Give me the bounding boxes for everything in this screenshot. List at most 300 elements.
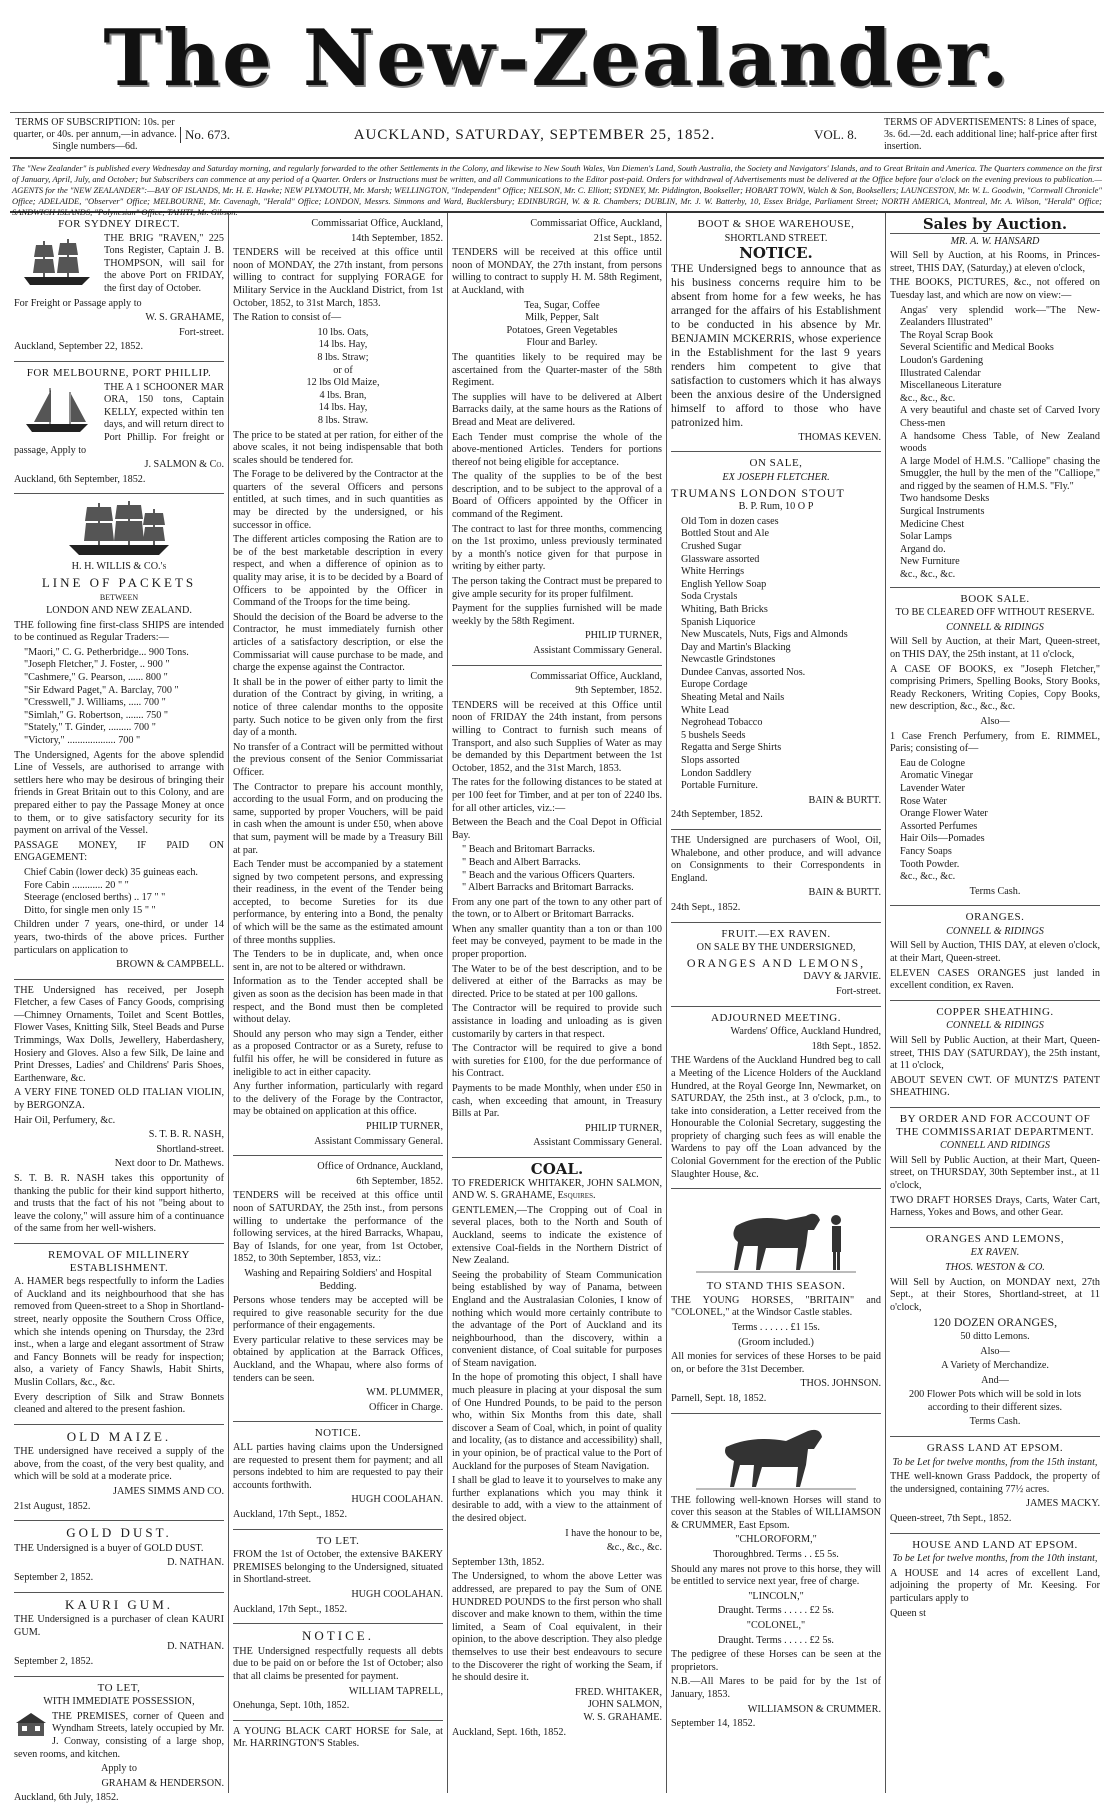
ad-body: 200 Flower Pots which will be sold in lots according to their different sizes. xyxy=(908,1389,1082,1413)
lot-item: Loudon's Gardening xyxy=(900,354,984,366)
ad-heading: FOR MELBOURNE, PORT PHILLIP. xyxy=(26,366,212,379)
ad-melbourne xyxy=(14,362,224,494)
tender-paragraph: Payments to be made Monthly, when under £50 in cash, when exceeding that amount, in Treasury Bills at Par. xyxy=(452,1083,662,1120)
ad-date: 9th September, 1852. xyxy=(575,685,662,697)
ad-subheading: LONDON AND NEW ZEALAND. xyxy=(46,605,192,617)
tender-paragraph: The Forage to be delivered by the Contractor at the quarters of the several Officers and persons entitled, at such times, and in such quantities as may be directed by the undersigned, or his successor in office. xyxy=(233,469,443,531)
ad-commissariat-sale xyxy=(890,1108,1100,1228)
column-2 xyxy=(229,213,448,1793)
tender-conditions xyxy=(452,897,662,1121)
fares-heading: PASSAGE MONEY, IF PAID ON ENGAGEMENT: xyxy=(14,839,224,864)
ad-heading: ON SALE, xyxy=(749,457,803,470)
ad-text: Apply to xyxy=(101,1763,137,1775)
tender-paragraph: The Contractor to prepare his account monthly, according to the usual Form, and on producing the same, supported by proper Vouchers, will be paid in cash when the amount is under £50, when above that sum, payment will be made by a Treasury Bill at par. xyxy=(233,781,443,856)
lot-item: &c., &c., &c. xyxy=(900,871,956,883)
ad-subheading: To be Let for twelve months, from the 15th instant, xyxy=(892,1456,1098,1468)
ad-oranges xyxy=(890,906,1100,1001)
ad-subheading: TO BE CLEARED OFF WITHOUT RESERVE. xyxy=(895,607,1095,619)
fare-entry: Fore Cabin ............ 20 " " xyxy=(24,879,129,891)
tender-paragraph: Payment for the supplies furnished will be made weekly by the 58th Regiment. xyxy=(452,603,662,627)
goods-item: Newcastle Grindstones xyxy=(681,654,776,666)
ad-body: Will Sell by Auction, at his Rooms, in Princes-street, THIS DAY, (Saturday,) at eleven o'clock, xyxy=(890,250,1100,274)
ad-heading: TO STAND THIS SEASON. xyxy=(706,1280,846,1293)
ad-text: Also— xyxy=(980,1345,1010,1357)
goods-item: Europe Cordage xyxy=(681,679,748,691)
goods-list xyxy=(671,516,881,793)
ad-signature: JAMES MACKY. xyxy=(1026,1498,1100,1510)
ad-heading: BOOT & SHOE WAREHOUSE, xyxy=(697,218,855,230)
ad-terms: Thoroughbred. Terms . . £5 5s. xyxy=(713,1548,839,1560)
ad-stand-season xyxy=(671,1189,881,1413)
ad-signature: THOS. JOHNSON. xyxy=(800,1378,881,1390)
ad-heading: LINE OF PACKETS xyxy=(41,574,197,590)
ad-signature-title: Officer in Charge. xyxy=(368,1401,443,1413)
ad-body: TRUMANS LONDON STOUT xyxy=(671,485,845,500)
lot-item: Solar Lamps xyxy=(900,531,952,543)
lot-item: Assorted Perfumes xyxy=(900,820,978,832)
ad-hansard-auction xyxy=(890,213,1100,588)
section-heading: Sales by Auction. xyxy=(890,218,1100,234)
route-item: " Beach and the various Officers Quarters. xyxy=(462,869,635,881)
lot-item: Argand do. xyxy=(900,543,946,555)
ad-notice-taprell xyxy=(233,1624,443,1721)
ad-heading: FRUIT.—EX RAVEN. xyxy=(721,927,831,940)
ad-water-tender xyxy=(452,666,662,1158)
letter-paragraph: In the hope of promoting this object, I shall have much pleasure in placing at your disposal the sum of One Hundred Pounds, to be paid to the person who, within Six Months from this date, shall discover a Seam of Coal, which, in point of quality and locality, (as to distance and accessibility) shall, in your opinion, be of practical value to the Port of Auckland for the purposes of Steam Navigation. xyxy=(452,1372,662,1472)
goods-item: Glassware assorted xyxy=(681,553,760,565)
lot-item: New Furniture xyxy=(900,556,960,568)
ad-body: THE YOUNG HORSES, "BRITAIN" and "COLONEL," at the Windsor Castle stables. xyxy=(671,1294,881,1319)
ad-fruit xyxy=(671,923,881,1007)
ration-item: 8 lbs. Straw; xyxy=(317,351,369,363)
ad-heading: FOR SYDNEY DIRECT. xyxy=(58,218,180,230)
tender-conditions xyxy=(452,352,662,628)
lot-item: Miscellaneous Literature xyxy=(900,380,1002,392)
ration-item: 4 lbs. Bran, xyxy=(319,389,367,401)
lot-item: Eau de Cologne xyxy=(900,757,966,769)
supply-item: Potatoes, Green Vegetables xyxy=(506,324,618,336)
ad-address: Fort-street. xyxy=(179,326,224,338)
ad-address: Queen st xyxy=(890,1607,926,1619)
tender-paragraph: The quality of the supplies to be of the best description, and to be subject to the approval of a Board of Officers appointed by the Officer in command of the Regiment. xyxy=(452,471,662,521)
ad-body: Will Sell by Auction, on MONDAY next, 27th Sept., at their Stores, Shortland-street, at 11 o'clock, xyxy=(890,1276,1100,1313)
ad-date: 14th September, 1852. xyxy=(351,232,443,244)
tender-paragraph: Should the decision of the Board be adverse to the Contractor, he must immediately furnish other articles of a satisfactory description, or else the Commissariat will cause purchase to be made, and charge the expense against the Contractor. xyxy=(233,611,443,674)
route-item: " Beach and Britomart Barracks. xyxy=(462,844,595,856)
ad-body: THE Undersigned has received, per Joseph Fletcher, a few Cases of Fancy Goods, comprising—Chimney Ornaments, Toilet and Scent Bottles, Flower Vases, Knitting Silk, Steel Beads and Purse Trimmings, Wax Dolls, Jewellery, Haberdashery, Hosiery and Gloves. Also a few Silk, De laine and Print Dresses, Ladies' and Childrens' Paris Shoes, Earthenware, &c. xyxy=(14,984,224,1084)
tender-paragraph: It shall be in the power of either party to limit the duration of the Contract by giving, in writing, a notice of three calendar months to the opposite party. Such notice to be given only from the first day of a month. xyxy=(233,676,443,739)
ad-body: The Undersigned, to whom the above Letter was addressed, are prepared to pay the Sum of ONE HUNDRED POUNDS to the first person who shall discover and make known to them, within the time limited, a Seam of Coal equivalent, in their opinion, to the above description. They also pledge themselves to use their best endeavours to secure to the Discoverer the right of working the Seam, if he should desire it. xyxy=(452,1571,662,1684)
ad-signature: J. SALMON & Co. xyxy=(144,459,224,471)
goods-item: London Saddlery xyxy=(681,767,752,779)
ad-signature: HUGH COOLAHAN. xyxy=(351,1588,443,1600)
ad-heading: ADJOURNED MEETING. xyxy=(711,1011,841,1024)
lot-item: Medicine Chest xyxy=(900,518,965,530)
ad-body: THE PREMISES, corner of Queen and Wyndham Streets, lately occupied by Mr. J. Conway, consisting of a large shop, seven rooms, and kitchen. xyxy=(14,1710,224,1760)
horse-icon xyxy=(696,1421,856,1491)
signer-name: JOHN SALMON, xyxy=(587,1699,662,1711)
ad-date: 24th Sept., 1852. xyxy=(671,901,741,913)
goods-item: Day and Martin's Blacking xyxy=(681,641,791,653)
signer-name: FRED. WHITAKER, xyxy=(574,1686,662,1698)
ad-date: 6th September, 1852. xyxy=(356,1175,443,1187)
lot-list xyxy=(890,405,1100,581)
horse-and-groom-icon xyxy=(696,1196,856,1276)
ad-signature-title: Assistant Commissary General. xyxy=(533,1137,662,1149)
lot-list xyxy=(890,758,1100,884)
ad-coal xyxy=(452,1158,662,1746)
ad-body: THE well-known Grass Paddock, the property of the undersigned, containing 77½ acres. xyxy=(890,1471,1100,1495)
ad-terms: Terms . . . . . . £1 15s. xyxy=(732,1322,820,1334)
ad-office: Office of Ordnance, Auckland, xyxy=(317,1161,443,1173)
ad-terms: Draught. Terms . . . . . £2 5s. xyxy=(718,1605,834,1617)
ad-body: All monies for services of these Horses to be paid on, or before the 31st December. xyxy=(671,1351,881,1375)
ad-signature-title: Assistant Commissary General. xyxy=(533,645,662,656)
ad-body: Every particular relative to these services may be obtained by application at the Barrack Offices, Auckland, and the Whapau, where also forms of tenders can be seen. xyxy=(233,1334,443,1384)
ship-entry: "Joseph Fletcher," J. Foster, .. 900 " xyxy=(24,659,170,671)
ad-body: Will Sell by Public Auction, at their Mart, Queen-street, THIS DAY (SATURDAY), the 25th instant, at 11 o'clock, xyxy=(890,1035,1100,1072)
goods-item: Old Tom in dozen cases xyxy=(681,515,779,527)
ad-body: A Variety of Merchandize. xyxy=(941,1360,1049,1372)
tender-paragraph: The Contractor will be required to give a bond with sureties for £100, for the due performance of his Contract. xyxy=(452,1043,662,1080)
ad-heading: GRASS LAND AT EPSOM. xyxy=(926,1442,1064,1455)
letter-paragraph: I shall be glad to leave it to yourselves to make any further explanations which you may think it desirable to add, with a view to the attainment of the desired object. xyxy=(452,1475,662,1524)
lot-item: Several Scientific and Medical Books xyxy=(900,342,1054,354)
ad-date: September 13th, 1852. xyxy=(452,1556,545,1568)
ad-date: September 2, 1852. xyxy=(14,1656,94,1667)
ration-item: 14 lbs. Hay, xyxy=(318,339,368,351)
lot-item: Lavender Water xyxy=(900,782,965,794)
goods-item: Spanish Liquorice xyxy=(681,616,756,628)
ad-signature: PHILIP TURNER, xyxy=(585,630,662,642)
tender-paragraph: Each Tender must be accompanied by a statement signed by two competent persons, and expressing their readiness, in the event of the Tender being accepted, to become Sureties for its due performance, by entering into a Bond, the penalty of which will be the same as the estimated amount of three months supplies. xyxy=(233,859,443,946)
ad-date: Auckland, 17th Sept., 1852. xyxy=(233,1603,348,1615)
tender-paragraph: The Contractor will be required to provide such assistance in loading and unloading as is given customarily by carters in that respect. xyxy=(452,1003,662,1040)
letter-paragraph: Seeing the probability of Steam Communication being established by way of Panama, between England and the Australasian Colonies, I know of nothing which would more certainly contribute to the advantage of the Port of Auckland and its neighbourhood, than the discovery, within a convenient distance, of Coal suitable for purposes of Steam navigation. xyxy=(452,1269,662,1369)
ad-owner: H. H. WILLIS & CO.'s xyxy=(71,561,167,573)
supply-item: Milk, Pepper, Salt xyxy=(525,312,599,324)
lot-item: Two handsome Desks xyxy=(900,493,990,505)
ad-text: BETWEEN xyxy=(99,593,139,603)
ad-signature: WM. PLUMMER, xyxy=(366,1387,443,1399)
goods-item: White Lead xyxy=(681,704,729,716)
lot-item: The Royal Scrap Book xyxy=(900,329,994,341)
ad-book-sale xyxy=(890,588,1100,907)
lot-item: A very beautiful and chaste set of Carved Ivory Chess-men xyxy=(900,405,1100,429)
tender-paragraph: The person taking the Contract must be prepared to give ample security for its proper fulfilment. xyxy=(452,576,662,600)
ad-body: B. P. Rum, 10 O P xyxy=(738,501,814,513)
ad-oranges-lemons xyxy=(890,1228,1100,1437)
tender-paragraph: The quantities likely to be required may be ascertained from the Quarter-master of the 58th Regiment. xyxy=(452,351,662,389)
ad-body: THE Wardens of the Auckland Hundred beg to call a Meeting of the Licence Holders of the Auckland Hundred, at the Royal George Inn, Newmarket, on SATURDAY, the 25th inst., at 3 o'clock, p.m., to take into consideration, a Letter received from the Honourable the Colonial Secretary, suggesting the propriety of charging such fees as will enable the Wardens to pay off the Loan advanced by the Colonial Government for the erection of the Public Slaughter House, &c. xyxy=(671,1055,881,1180)
ad-heading: ORANGES. xyxy=(965,911,1025,924)
ad-signature: JAMES SIMMS AND CO. xyxy=(113,1486,224,1498)
ad-body: A YOUNG BLACK CART HORSE for Sale, at Mr. HARRINGTON'S Stables. xyxy=(233,1725,443,1750)
ad-body: TENDERS will be received at this Office until noon of FRIDAY the 24th instant, from persons willing to Contract to furnish such means of Transport, and also such Supplies of Water as may be demanded by this Department between the 1st October, 1852, and the 31st March, 1853. xyxy=(452,699,662,774)
ad-cart-horse xyxy=(233,1721,443,1758)
ad-signature: THOMAS KEVEN. xyxy=(798,431,881,443)
packet-ship-icon xyxy=(59,499,179,559)
ad-body: Every description of Silk and Straw Bonnets cleaned and altered to the present fashion. xyxy=(14,1391,224,1416)
tender-paragraph: When any smaller quantity than a ton or than 100 feet may be conveyed, payment to be made in the proper proportion. xyxy=(452,923,662,961)
ad-date: Auckland, Sept. 16th, 1852. xyxy=(452,1726,567,1738)
ad-date: Parnell, Sept. 18, 1852. xyxy=(671,1393,767,1404)
ad-text: Washing and Repairing Soldiers' and Hospital Bedding. xyxy=(244,1267,432,1292)
lot-item: Orange Flower Water xyxy=(900,808,988,820)
supply-item: Flour and Barley. xyxy=(526,337,598,349)
ad-signature: DAVY & JARVIE. xyxy=(803,971,881,983)
ad-subheading: WITH IMMEDIATE POSSESSION, xyxy=(43,1696,195,1708)
ad-body: The rates for the following distances to be stated at per 100 feet for Timber, and at per ton of 2240 lbs. for all other articles, viz.:— xyxy=(452,777,662,814)
goods-item: Regatta and Serge Shirts xyxy=(681,742,782,754)
ad-body: THE BOOKS, PICTURES, &c., not offered on Tuesday last, and which are now on view:— xyxy=(890,277,1100,301)
tender-conditions xyxy=(233,430,443,1119)
tender-paragraph: From any one part of the town to any other part of the town, or to Albert or Britomart Barracks. xyxy=(452,896,662,921)
ad-body: Will Sell by Auction, THIS DAY, at eleven o'clock, at their Mart, Queen-street. xyxy=(890,940,1100,965)
ad-body: THE Undersigned is a buyer of GOLD DUST. xyxy=(14,1542,204,1554)
ad-heading: HOUSE AND LAND AT EPSOM. xyxy=(912,1538,1078,1551)
ad-terms: Terms Cash. xyxy=(969,885,1021,897)
tender-paragraph: The price to be stated at per ration, for either of the above scales, it not being indispensable that both scales should be tendered for. xyxy=(233,429,443,466)
ad-heading: BY ORDER AND FOR ACCOUNT OF THE COMMISSARIAT DEPARTMENT. xyxy=(895,1113,1095,1138)
ad-text: For Freight or Passage apply to xyxy=(14,297,142,309)
advertisement-terms: TERMS OF ADVERTISEMENTS: 8 Lines of space, 3s. 6d.—2d. each additional line; half-price after first insertion. xyxy=(884,117,1098,152)
ad-subheading: EX RAVEN. xyxy=(970,1247,1020,1259)
tender-paragraph: The Tenders to be in duplicate, and, when once sent in, are not to be altered or withdrawn. xyxy=(233,949,443,973)
ad-signature: PHILIP TURNER, xyxy=(585,1122,662,1134)
ad-body: 120 DOZEN ORANGES, xyxy=(932,1315,1058,1330)
masthead xyxy=(10,6,1104,113)
ad-joseph-fletcher xyxy=(671,452,881,830)
ad-body: A CASE OF BOOKS, ex "Joseph Fletcher," comprising Primers, Spelling Books, Story Books, Ready Reckoners, Writing Copies, Copy Books, new description, &c., &c., &c. xyxy=(890,663,1100,713)
fare-list xyxy=(14,867,224,917)
ad-signature: GRAHAM & HENDERSON. xyxy=(101,1777,224,1789)
ad-body: TENDERS will be received at this office until noon of MONDAY, the 27th instant, from persons willing to contract to supply H. M. 58th Regiment, at Auckland, with xyxy=(452,247,662,296)
publication-notice: The "New Zealander" is published every Wednesday and Saturday morning, and regularly forwarded to the other Settlements in the Colony, and likewise to New South Wales, Van Diemen's Land, South Australia, the Society and Navigators' Islands, and to Great Britain and America. The Quarters commence on the first of January, April, July, and October; but Subscribers can commence at any period of a Quarter. Orders or Instructions must be written, and all Communications to the Editor post-paid. Orders for withdrawal of Advertisements must be delivered at the Office before four o'clock on the evening previous to publication.—AGENTS for the "NEW ZEALANDER":—BAY OF ISLANDS, Mr. H. E. Hawke; NEW PLYMOUTH, Mr. Marsh; WELLINGTON, "Independent" Office; NELSON, Mr. C. Elliott; SYDNEY, Mr. Piddington, Bookseller; HOBART TOWN, Walch & Son, Booksellers; LAUNCESTON, Mr. W. L. Goodwin, "Cornwall Chronicle" Office; ADELAIDE, "Observer" Office; MELBOURNE, Mr. Cavenagh, "Herald" Office; LONDON, Messrs. Simmons and Ward, Bucklersbury; EDINBURGH, W. & R. Chambers; DUBLIN, Mr. J. W. Batterby, 10, Essex Bridge, Parliament Street; NORTH AMERICA, Montreal, Mr. A. Wilson, "Herald" Office; SANDWICH ISLANDS, "Polynesian" Office; TAHITI, Mr. Gibson. xyxy=(10,159,1104,213)
ad-office: Wardens' Office, Auckland Hundred, xyxy=(730,1026,881,1038)
goods-item: Soda Crystals xyxy=(681,591,738,603)
ad-body: THE undersigned have received a supply of the above, from the coast, of the very best quality, and which will be sold at a moderate price. xyxy=(14,1446,224,1483)
goods-item: Slops assorted xyxy=(681,755,740,767)
ad-body: A. HAMER begs respectfully to inform the Ladies of Auckland and its neighbourhood that she has removed from Queen-street to a Shop in Shortland-street, nearly opposite the Southern Cross Office, which she intends opening on Thursday, the 23rd inst., when a large and elegant assortment of Straw and Fancy Bonnets will be ready for inspection; also, a variety of Fancy Shawls, Habit Shirts, Muslin Collars, &c., &c. xyxy=(14,1276,224,1388)
ad-notice-coolahan xyxy=(233,1422,443,1529)
ad-body: S. T. B. R. NASH takes this opportunity of thanking the public for their kind support hitherto, and trusts that the fact of his not "being about to leave the colony," will assure him of a continuance of the same from her well-wishers. xyxy=(14,1173,224,1235)
ad-body: THE BRIG "RAVEN," 225 Tons Register, Captain J. B. THOMPSON, will sail for the above Port on FRIDAY, the first day of October. xyxy=(104,232,224,294)
ad-signature: W. S. GRAHAME, xyxy=(145,312,224,324)
goods-item: White Herrings xyxy=(681,566,745,578)
auctioneer-name: THOS. WESTON & CO. xyxy=(945,1261,1045,1273)
ad-date: 24th September, 1852. xyxy=(671,809,763,821)
tender-paragraph: Should any person who may sign a Tender, either as a proposed Contractor or as a Surety, refuse to fulfil his offer, he will be considered in future as ineligible to act in either capacity. xyxy=(233,1028,443,1078)
ad-text: And— xyxy=(981,1374,1009,1386)
ad-body: THE Undersigned respectfully requests all debts due to be paid on or before the 1st of October; also that all claims be presented for payment. xyxy=(233,1645,443,1682)
ration-item: 8 lbs. Straw. xyxy=(317,414,369,426)
ad-date: 21st Sept., 1852. xyxy=(593,232,662,244)
goods-item: Bottled Stout and Ale xyxy=(681,528,770,540)
ad-address: Next door to Dr. Mathews. xyxy=(114,1158,224,1170)
ad-body: THE Undersigned is a purchaser of clean KAURI GUM. xyxy=(14,1614,224,1638)
tender-paragraph: The Water to be of the best description, and to be delivered at either of the Barracks as may be directed. Price to be stated at per 100 gallons. xyxy=(452,963,662,1000)
ad-heading: NOTICE. xyxy=(314,1427,362,1440)
ad-date: September 14, 1852. xyxy=(671,1718,756,1730)
ad-body: THE Undersigned begs to announce that as his business concerns require him to be absent from home for a few weeks, he has arranged for the affairs of his Establishment to be conducted in his absence by Mr. BENJAMIN MCKERRIS, whose experience in the Establishment for the last 9 years renders him competent to give that satisfaction to customers which it has always been the anxious desire of the Undersigned himself to afford to those who have patronized him. xyxy=(671,262,881,429)
ad-subheading: SHORTLAND STREET. xyxy=(724,232,828,244)
ad-body: TENDERS will be received at this office until noon of MONDAY, the 27th instant, from persons willing to contract for supplying FORAGE for Military Service in the Auckland District, from 1st October, 1852, to 31st March, 1853. xyxy=(233,247,443,309)
ad-notice-label: NOTICE. xyxy=(739,244,813,263)
ad-date: 21st August, 1852. xyxy=(14,1500,91,1512)
goods-item: Crushed Sugar xyxy=(681,540,742,552)
ad-signature: BROWN & CAMPBELL. xyxy=(116,959,224,971)
ad-heading: TO LET. xyxy=(316,1534,360,1547)
horse-name: "LINCOLN," xyxy=(748,1590,804,1602)
ad-text: Also— xyxy=(980,715,1010,727)
lot-item: Surgical Instruments xyxy=(900,506,985,518)
tender-paragraph: Any further information, particularly with regard to the delivery of the Forage by the Contractor, may be obtained on application at this office. xyxy=(233,1081,443,1118)
ad-office: Commissariat Office, Auckland, xyxy=(530,218,662,229)
tender-paragraph: The contract to last for three months, commencing on the 1st proximo, unless previously terminated by a month's notice given for that purpose in writing by either party. xyxy=(452,523,662,573)
subscription-terms: TERMS OF SUBSCRIPTION: 10s. per quarter, or 40s. per annum,—in advance. Single numbers—6d. xyxy=(13,117,177,152)
ad-heading: REMOVAL OF MILLINERY ESTABLISHMENT. xyxy=(47,1248,190,1274)
ad-date: September 2, 1852. xyxy=(14,1572,94,1584)
auctioneer-name: CONNELL & RIDINGS xyxy=(946,925,1044,937)
ad-subheading: EX JOSEPH FLETCHER. xyxy=(722,471,830,483)
ad-heading: NOTICE. xyxy=(302,1628,374,1644)
ad-body: The pedigree of these Horses can be seen at the proprietors. xyxy=(671,1649,881,1673)
house-icon xyxy=(14,1711,48,1737)
tender-paragraph: Each Tender must comprise the whole of the above-mentioned Articles. Tenders for portions thereof not being eligible for acceptance. xyxy=(452,431,662,468)
columns xyxy=(10,213,1104,1804)
ship-entry: "Sir Edward Paget," A. Barclay, 700 " xyxy=(24,684,179,696)
column-4 xyxy=(667,213,886,1793)
ad-sydney xyxy=(14,213,224,362)
ad-body: Persons whose tenders may be accepted will be required to give reasonable security for the due performance of their engagements. xyxy=(233,1295,443,1332)
ad-body: ALL parties having claims upon the Undersigned are requested to present them for payment; and all persons indebted to him are requested to pay their accounts forthwith. xyxy=(233,1442,443,1491)
ad-body: A HOUSE and 14 acres of excellent Land, adjoining the property of Mr. Keesing. For particulars apply to xyxy=(890,1567,1100,1604)
goods-item: Portable Furniture. xyxy=(681,780,758,792)
ad-heading: COAL. xyxy=(530,1159,584,1178)
ad-premises xyxy=(14,1677,224,1812)
ad-signature: D. NATHAN. xyxy=(167,1557,224,1569)
tender-paragraph: No transfer of a Contract will be permitted without the previous consent of the Senior Commissariat Officer. xyxy=(233,741,443,778)
ad-signature: WILLIAM TAPRELL, xyxy=(348,1685,443,1697)
newspaper-title: The New-Zealander. xyxy=(103,13,1011,104)
goods-item: Sheating Metal and Nails xyxy=(681,692,785,704)
lot-item: Rose Water xyxy=(900,795,947,807)
ad-body: N.B.—All Mares to be paid for by the 1st of January, 1853. xyxy=(671,1676,881,1700)
fare-entry: Steerage (enclosed berths) .. 17 " " xyxy=(24,892,166,904)
ration-item: or of xyxy=(333,364,353,376)
ship-entry: "Stately," T. Ginder, ......... 700 " xyxy=(24,722,156,734)
goods-item: Whiting, Bath Bricks xyxy=(681,603,768,615)
column-3 xyxy=(448,213,667,1793)
ad-signature: BAIN & BURTT. xyxy=(808,794,881,806)
lot-item: &c., &c., &c. xyxy=(900,392,956,404)
ad-copper xyxy=(890,1001,1100,1108)
lot-item: A handsome Chess Table, of New Zealand woods xyxy=(900,430,1100,455)
ration-list xyxy=(233,327,443,428)
goods-item: New Muscatels, Nuts, Figs and Almonds xyxy=(681,629,848,641)
route-list xyxy=(452,844,662,894)
ad-date: Queen-street, 7th Sept., 1852. xyxy=(890,1513,1012,1525)
ad-signature: HUGH COOLAHAN. xyxy=(351,1494,443,1506)
ship-entry: "Victory," ................... 700 " xyxy=(24,735,141,746)
lot-item: Aromatic Vinegar xyxy=(900,770,974,782)
ad-body: TWO DRAFT HORSES Drays, Carts, Water Cart, Harness, Yokes and Bows, and other Gear. xyxy=(890,1194,1100,1219)
ad-gold xyxy=(14,1521,224,1592)
ad-date: Auckland, 6th September, 1852. xyxy=(14,473,146,485)
ship-icon xyxy=(14,235,100,289)
ad-bakery xyxy=(233,1530,443,1625)
ad-body: 50 ditto Lemons. xyxy=(960,1330,1030,1342)
volume-number: VOL. 8. xyxy=(814,127,857,142)
ad-text: &c., &c., &c. xyxy=(606,1542,662,1554)
goods-item: English Yellow Soap xyxy=(681,578,767,590)
info-bar xyxy=(10,113,1104,159)
ad-heading: COPPER SHEATHING. xyxy=(936,1005,1054,1018)
ad-office: Commissariat Office, Auckland, xyxy=(311,218,443,229)
ad-date: 18th Sept., 1852. xyxy=(811,1040,881,1052)
ad-signature: BAIN & BURTT. xyxy=(808,887,881,899)
ad-rations-tender xyxy=(452,213,662,666)
ad-signature: S. T. B. R. NASH, xyxy=(148,1129,224,1141)
ad-body: TENDERS will be received at this office until noon of SATURDAY, the 25th inst., from persons willing to undertake the performance of the following services, at the hired Barracks, Whapau, Bay of Islands, for one year, from 1st October, 1852, to 30th September, 1853, viz.: xyxy=(233,1190,443,1265)
route-item: " Beach and Albert Barracks. xyxy=(462,856,581,868)
ship-entry: "Cresswell," J. Williams, ..... 700 " xyxy=(24,697,166,709)
supply-item: Tea, Sugar, Coffee xyxy=(524,299,600,311)
ad-millinery xyxy=(14,1244,224,1425)
dateline: AUCKLAND, SATURDAY, SEPTEMBER 25, 1852. xyxy=(353,126,716,143)
signer-name: W. S. GRAHAME. xyxy=(583,1711,662,1723)
ad-body: Should any mares not prove to this horse, they will be entitled to service next year, free of charge. xyxy=(671,1563,881,1588)
route-item: " Albert Barracks and Britomart Barracks. xyxy=(462,882,634,894)
issue-number: No. 673. xyxy=(180,127,255,143)
ad-office: Commissariat Office, Auckland, xyxy=(530,670,662,682)
tender-paragraph: The supplies will have to be delivered at Albert Barracks daily, at the same hours as the Rations of Bread and Meat are delivered. xyxy=(452,391,662,428)
ad-horses-epsom xyxy=(671,1414,881,1738)
goods-item: Negrohead Tobacco xyxy=(681,717,763,729)
ad-body: THE Undersigned are purchasers of Wool, Oil, Whalebone, and other produce, and will advance on Consignments to their Correspondents in England. xyxy=(671,835,881,884)
ad-heading: OLD MAIZE. xyxy=(66,1428,172,1444)
lot-item: Tooth Powder. xyxy=(900,858,960,870)
schooner-icon xyxy=(14,384,100,438)
ad-text: I have the honour to be, xyxy=(565,1527,662,1539)
ad-maize xyxy=(14,1425,224,1522)
column-5 xyxy=(886,213,1104,1793)
ad-meeting xyxy=(671,1007,881,1190)
ad-text: Between the Beach and the Coal Depot in Official Bay. xyxy=(452,817,662,841)
ration-item: 14 lbs. Hay, xyxy=(318,402,368,414)
lot-list xyxy=(890,305,1100,406)
ad-packets xyxy=(14,494,224,979)
ad-forage-tender xyxy=(233,213,443,1156)
ad-body: ABOUT SEVEN CWT. OF MUNTZ'S PATENT SHEATHING. xyxy=(890,1074,1100,1099)
ad-date: Auckland, 17th Sept., 1852. xyxy=(233,1509,348,1520)
ad-body: Hair Oil, Perfumery, &c. xyxy=(14,1114,116,1126)
ship-list xyxy=(14,647,224,748)
ad-body: FROM the 1st of October, the extensive BAKERY PREMISES belonging to the Undersigned, situated in Shortland-street. xyxy=(233,1549,443,1586)
ad-body: THE A 1 SCHOONER MAR ORA, 150 tons, Captain KELLY, expected within ten days, and will return direct to Port Phillip. For freight or passage, Apply to xyxy=(14,381,224,456)
ad-signature: D. NATHAN. xyxy=(167,1641,224,1653)
ration-item: 10 lbs. Oats, xyxy=(317,326,369,338)
ad-body: ORANGES AND LEMONS, xyxy=(686,955,866,970)
ad-date: Onehunga, Sept. 10th, 1852. xyxy=(233,1700,350,1712)
lot-item: Illustrated Calendar xyxy=(900,367,981,379)
fare-entry: Ditto, for single men only 15 " " xyxy=(24,904,156,916)
ad-body: ELEVEN CASES ORANGES just landed in excellent condition, ex Raven. xyxy=(890,967,1100,992)
lot-item: Angas' very splendid work—"The New-Zealanders Illustrated" xyxy=(900,304,1100,329)
auctioneer-name: CONNELL & RIDINGS xyxy=(946,621,1044,633)
ad-date: Auckland, 6th July, 1852. xyxy=(14,1792,119,1804)
